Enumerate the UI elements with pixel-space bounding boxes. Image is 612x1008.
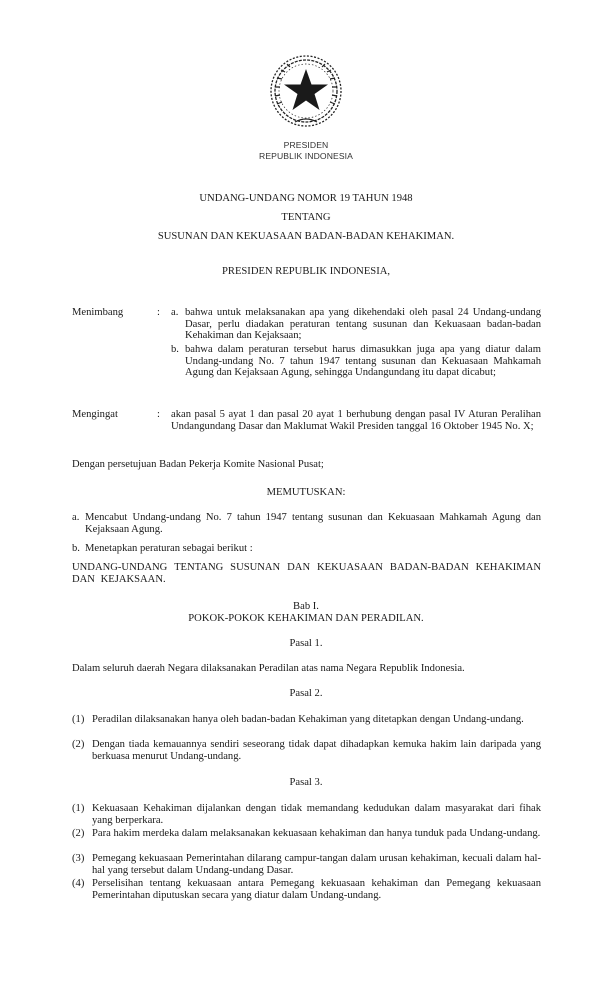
law-subject: SUSUNAN DAN KEKUASAAN BADAN-BADAN KEHAKIMAN. [157, 231, 455, 242]
pasal-1-heading: Pasal 1. [289, 638, 323, 649]
pasal-3-item-1-marker: (1) [72, 803, 85, 814]
memutuskan-b-marker: b. [72, 543, 80, 554]
memutuskan-a-marker: a. [72, 512, 80, 523]
mengingat-text: akan pasal 5 ayat 1 dan pasal 20 ayat 1 berhubung dengan pasal IV Aturan Peralihan Undangundang Dasar dan Maklumat Wakil Presiden tanggal 16 Oktober 1945 No. X; [171, 409, 541, 432]
pasal-1-text: Dalam seluruh daerah Negara dilaksanakan Peradilan atas nama Negara Republik Indonesia. [72, 663, 465, 674]
memutuskan-b-text: Menetapkan peraturan sebagai berikut : [85, 543, 253, 554]
bab-title: POKOK-POKOK KEHAKIMAN DAN PERADILAN. [188, 613, 424, 624]
mengingat-label: Mengingat [72, 409, 118, 420]
presidential-emblem-icon [267, 52, 345, 130]
issuer: PRESIDEN REPUBLIK INDONESIA, [221, 266, 391, 277]
memutuskan-a-text: Mencabut Undang-undang No. 7 tahun 1947 tentang susunan dan Kekuasaan Mahkamah Agung dan Kejaksaan Agung. [85, 512, 541, 535]
pasal-2-item-1-text: Peradilan dilaksanakan hanya oleh badan-badan Kehakiman yang ditetapkan dengan Undang-undang. [92, 714, 524, 725]
memutuskan-heading: MEMUTUSKAN: [266, 487, 346, 498]
pasal-2-item-2-marker: (2) [72, 739, 85, 750]
header-republik-indonesia: REPUBLIK INDONESIA [259, 151, 353, 161]
pasal-3-item-1-text: Kekuasaan Kehakiman dijalankan dengan tidak memandang kedudukan dalam masyarakat dari fihak yang berperkara. [92, 803, 541, 826]
pasal-3-item-4-text: Perselisihan tentang kekuasaan antara Pemegang kekuasaan kehakiman dan Pemegang kekuasaan Pemerintahan diputuskan secara yang diatur dalam Undang-undang. [92, 878, 541, 901]
act-title: UNDANG-UNDANG TENTANG SUSUNAN DAN KEKUASAAN BADAN-BADAN KEHAKIMAN DAN KEJAKSAAN. [72, 562, 541, 585]
menimbang-label: Menimbang [72, 307, 124, 318]
bab-heading: Bab I. [293, 601, 319, 612]
header-presiden: PRESIDEN [283, 140, 329, 150]
pasal-3-item-2-marker: (2) [72, 828, 85, 839]
menimbang-a-marker: a. [171, 307, 179, 318]
pasal-2-heading: Pasal 2. [289, 688, 323, 699]
pasal-2-item-2-text: Dengan tiada kemauannya sendiri seseorang tidak dapat dihadapkan kemuka hakim lain daripada yang berkuasa menurut Undang-undang. [92, 739, 541, 762]
menimbang-b-marker: b. [171, 344, 179, 355]
mengingat-colon: : [157, 409, 160, 420]
menimbang-colon: : [157, 307, 160, 318]
pasal-3-item-3-marker: (3) [72, 853, 85, 864]
pasal-3-item-3-text: Pemegang kekuasaan Pemerintahan dilarang campur-tangan dalam urusan kehakiman, kecuali dalam hal-hal yang tersebut dalam Undang-undang Dasar. [92, 853, 541, 876]
law-title: UNDANG-UNDANG NOMOR 19 TAHUN 1948 [199, 193, 413, 204]
persetujuan: Dengan persetujuan Badan Pekerja Komite Nasional Pusat; [72, 459, 324, 470]
pasal-3-item-2-text: Para hakim merdeka dalam melaksanakan kekuasaan kehakiman dan hanya tunduk pada Undang-undang. [92, 828, 541, 839]
law-tentang: TENTANG [281, 212, 331, 223]
pasal-2-item-1-marker: (1) [72, 714, 85, 725]
menimbang-a-text: bahwa untuk melaksanakan apa yang dikehendaki oleh pasal 24 Undang-undang Dasar, perlu diadakan peraturan tentang susunan dan Kekuasaan badan-badan Kehakiman dan Kejaksaan; [185, 307, 541, 342]
menimbang-b-text: bahwa dalam peraturan tersebut harus dimasukkan juga apa yang diatur dalam Undang-undang No. 7 tahun 1947 tentang susunan dan Kekuasaan Mahkamah Agung dan Kejaksaan Agung, sehingga Undangundang itu dapat dicabut; [185, 344, 541, 379]
pasal-3-heading: Pasal 3. [289, 777, 323, 788]
pasal-3-item-4-marker: (4) [72, 878, 85, 889]
